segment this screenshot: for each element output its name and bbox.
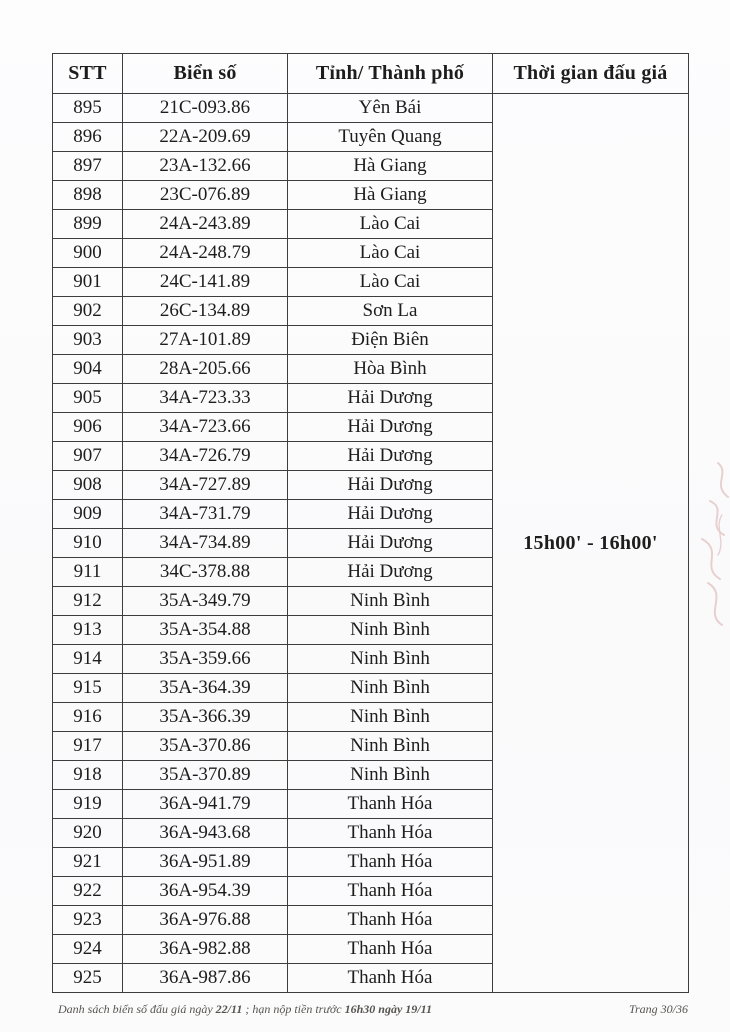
auction-time-cell: 15h00' - 16h00' bbox=[493, 94, 689, 993]
stt-cell: 919 bbox=[53, 790, 123, 819]
table-header-row bbox=[53, 54, 689, 94]
province-cell: Ninh Bình bbox=[288, 616, 493, 645]
stt-cell: 920 bbox=[53, 819, 123, 848]
province-cell: Hòa Bình bbox=[288, 355, 493, 384]
stt-cell: 912 bbox=[53, 587, 123, 616]
stt-cell: 908 bbox=[53, 471, 123, 500]
plate-cell: 35A-359.66 bbox=[123, 645, 288, 674]
plate-cell: 34A-731.79 bbox=[123, 500, 288, 529]
stt-cell: 896 bbox=[53, 123, 123, 152]
plate-cell: 26C-134.89 bbox=[123, 297, 288, 326]
province-cell: Lào Cai bbox=[288, 210, 493, 239]
province-cell: Hải Dương bbox=[288, 384, 493, 413]
stt-cell: 922 bbox=[53, 877, 123, 906]
plate-cell: 36A-951.89 bbox=[123, 848, 288, 877]
province-cell: Ninh Bình bbox=[288, 761, 493, 790]
province-cell: Hà Giang bbox=[288, 152, 493, 181]
province-cell: Lào Cai bbox=[288, 268, 493, 297]
plate-cell: 22A-209.69 bbox=[123, 123, 288, 152]
province-cell: Ninh Bình bbox=[288, 732, 493, 761]
footer-note-text2: ; hạn nộp tiền trước bbox=[242, 1002, 345, 1016]
page-number: Trang 30/36 bbox=[628, 1002, 688, 1016]
province-cell: Thanh Hóa bbox=[288, 790, 493, 819]
column-header-auction-time: Thời gian đấu giá bbox=[493, 54, 689, 94]
payment-deadline: 16h30 ngày 19/11 bbox=[344, 1002, 432, 1016]
stt-cell: 910 bbox=[53, 529, 123, 558]
plate-cell: 23C-076.89 bbox=[123, 181, 288, 210]
plate-cell: 24A-248.79 bbox=[123, 239, 288, 268]
plate-cell: 34A-723.66 bbox=[123, 413, 288, 442]
stt-cell: 925 bbox=[53, 964, 123, 993]
plate-cell: 36A-987.86 bbox=[123, 964, 288, 993]
footer-note-text: Danh sách biển số đấu giá ngày bbox=[58, 1002, 216, 1016]
footer-note bbox=[58, 1002, 432, 1017]
stt-cell: 906 bbox=[53, 413, 123, 442]
plate-cell: 36A-941.79 bbox=[123, 790, 288, 819]
stt-cell: 918 bbox=[53, 761, 123, 790]
province-cell: Lào Cai bbox=[288, 239, 493, 268]
province-cell: Hải Dương bbox=[288, 471, 493, 500]
stt-cell: 923 bbox=[53, 906, 123, 935]
plate-cell: 34C-378.88 bbox=[123, 558, 288, 587]
auction-table bbox=[52, 53, 689, 993]
plate-cell: 36A-976.88 bbox=[123, 906, 288, 935]
stt-cell: 904 bbox=[53, 355, 123, 384]
province-cell: Thanh Hóa bbox=[288, 964, 493, 993]
stt-cell: 900 bbox=[53, 239, 123, 268]
plate-cell: 35A-366.39 bbox=[123, 703, 288, 732]
column-header-plate: Biển số bbox=[123, 54, 288, 94]
column-header-province: Tỉnh/ Thành phố bbox=[288, 54, 493, 94]
stt-cell: 914 bbox=[53, 645, 123, 674]
stt-cell: 905 bbox=[53, 384, 123, 413]
province-cell: Hà Giang bbox=[288, 181, 493, 210]
plate-cell: 36A-954.39 bbox=[123, 877, 288, 906]
province-cell: Hải Dương bbox=[288, 558, 493, 587]
column-header-stt: STT bbox=[53, 54, 123, 94]
plate-cell: 24C-141.89 bbox=[123, 268, 288, 297]
stt-cell: 917 bbox=[53, 732, 123, 761]
province-cell: Thanh Hóa bbox=[288, 848, 493, 877]
province-cell: Sơn La bbox=[288, 297, 493, 326]
province-cell: Ninh Bình bbox=[288, 674, 493, 703]
stt-cell: 901 bbox=[53, 268, 123, 297]
plate-cell: 36A-982.88 bbox=[123, 935, 288, 964]
plate-cell: 35A-349.79 bbox=[123, 587, 288, 616]
plate-cell: 34A-734.89 bbox=[123, 529, 288, 558]
stt-cell: 913 bbox=[53, 616, 123, 645]
faint-stamp-mark bbox=[684, 455, 730, 630]
stt-cell: 921 bbox=[53, 848, 123, 877]
plate-cell: 35A-370.89 bbox=[123, 761, 288, 790]
stt-cell: 907 bbox=[53, 442, 123, 471]
province-cell: Hải Dương bbox=[288, 442, 493, 471]
plate-cell: 36A-943.68 bbox=[123, 819, 288, 848]
stt-cell: 902 bbox=[53, 297, 123, 326]
stt-cell: 898 bbox=[53, 181, 123, 210]
province-cell: Tuyên Quang bbox=[288, 123, 493, 152]
stt-cell: 916 bbox=[53, 703, 123, 732]
plate-cell: 35A-354.88 bbox=[123, 616, 288, 645]
province-cell: Hải Dương bbox=[288, 500, 493, 529]
stt-cell: 909 bbox=[53, 500, 123, 529]
province-cell: Thanh Hóa bbox=[288, 935, 493, 964]
province-cell: Ninh Bình bbox=[288, 645, 493, 674]
province-cell: Điện Biên bbox=[288, 326, 493, 355]
province-cell: Ninh Bình bbox=[288, 587, 493, 616]
table-row bbox=[53, 94, 689, 123]
page-footer bbox=[0, 1000, 730, 1024]
province-cell: Thanh Hóa bbox=[288, 819, 493, 848]
province-cell: Thanh Hóa bbox=[288, 906, 493, 935]
province-cell: Hải Dương bbox=[288, 413, 493, 442]
stt-cell: 899 bbox=[53, 210, 123, 239]
auction-date: 22/11 bbox=[215, 1002, 243, 1016]
stt-cell: 895 bbox=[53, 94, 123, 123]
province-cell: Yên Bái bbox=[288, 94, 493, 123]
plate-cell: 34A-726.79 bbox=[123, 442, 288, 471]
stt-cell: 924 bbox=[53, 935, 123, 964]
table-body bbox=[53, 94, 689, 993]
province-cell: Hải Dương bbox=[288, 529, 493, 558]
stt-cell: 903 bbox=[53, 326, 123, 355]
plate-cell: 23A-132.66 bbox=[123, 152, 288, 181]
stt-cell: 911 bbox=[53, 558, 123, 587]
province-cell: Ninh Bình bbox=[288, 703, 493, 732]
plate-cell: 28A-205.66 bbox=[123, 355, 288, 384]
plate-cell: 35A-364.39 bbox=[123, 674, 288, 703]
province-cell: Thanh Hóa bbox=[288, 877, 493, 906]
plate-cell: 34A-727.89 bbox=[123, 471, 288, 500]
plate-cell: 21C-093.86 bbox=[123, 94, 288, 123]
stt-cell: 915 bbox=[53, 674, 123, 703]
plate-cell: 27A-101.89 bbox=[123, 326, 288, 355]
plate-cell: 34A-723.33 bbox=[123, 384, 288, 413]
stt-cell: 897 bbox=[53, 152, 123, 181]
plate-cell: 24A-243.89 bbox=[123, 210, 288, 239]
plate-cell: 35A-370.86 bbox=[123, 732, 288, 761]
